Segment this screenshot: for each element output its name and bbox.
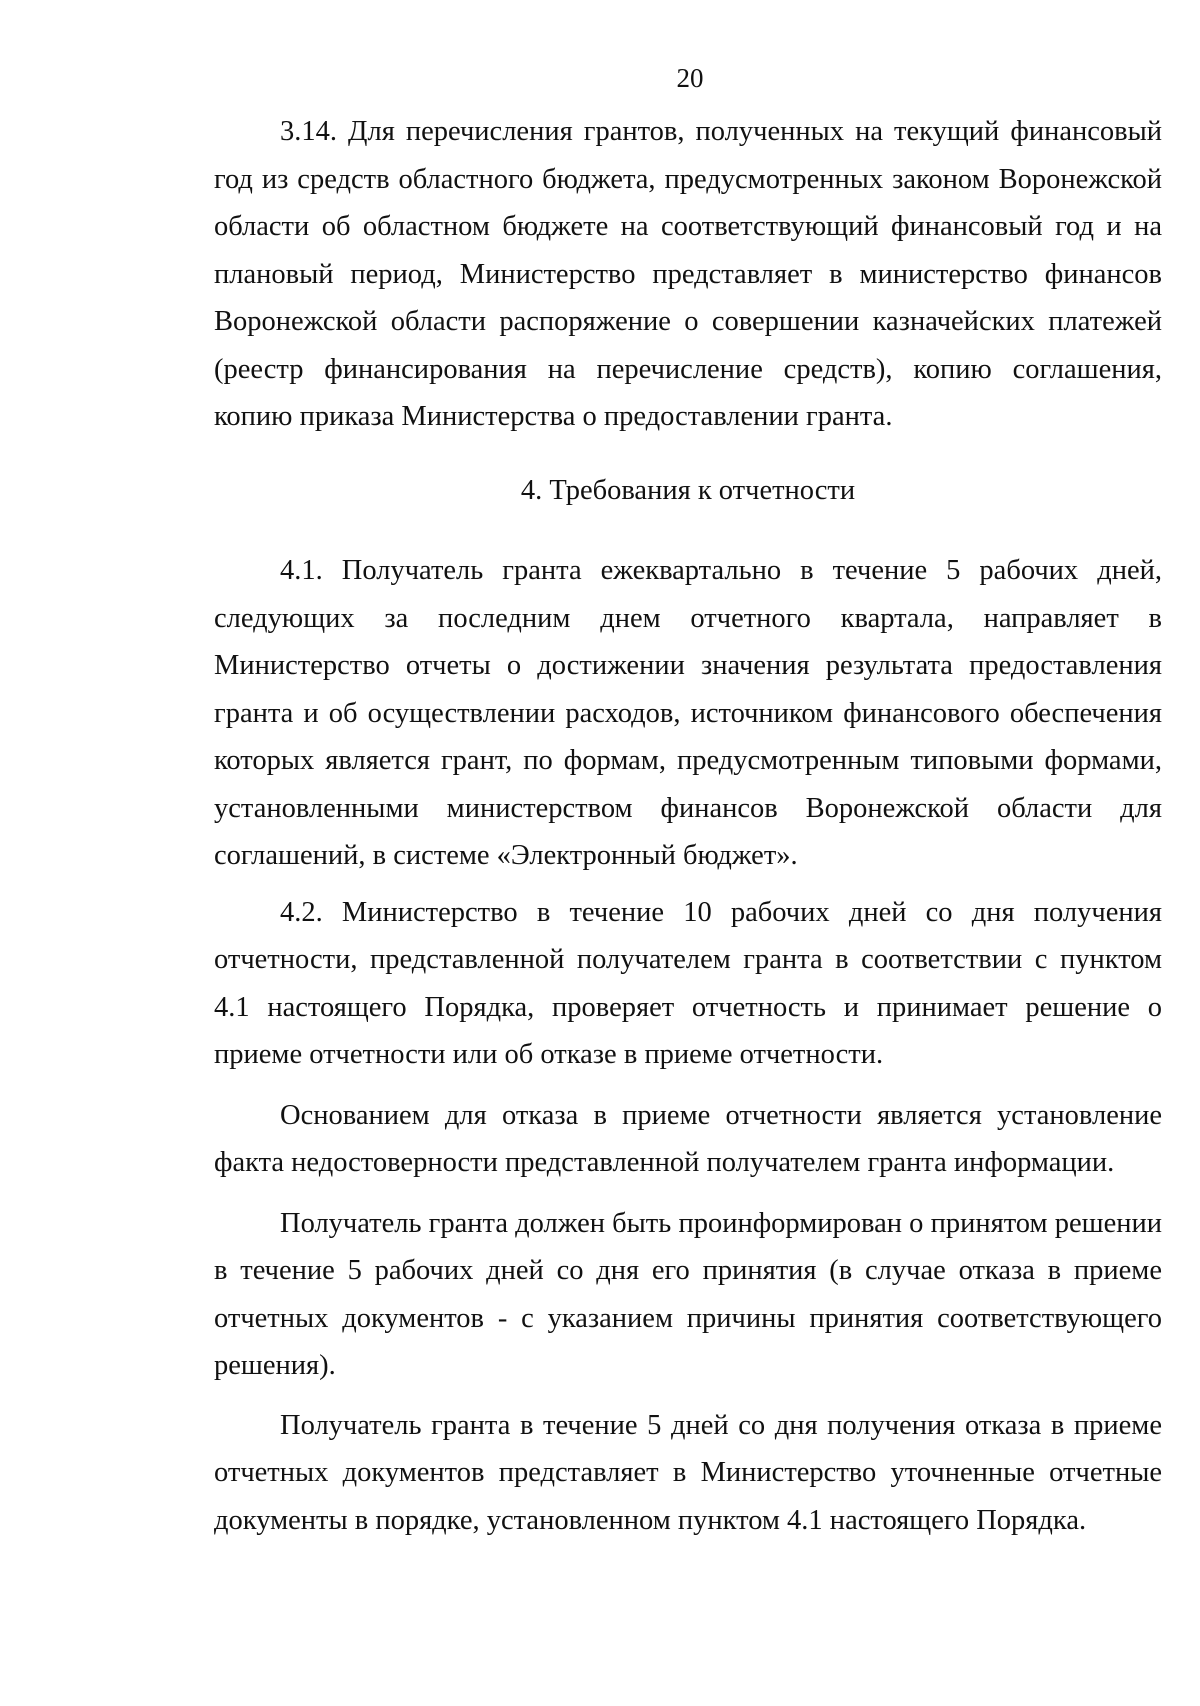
paragraph-4-2: 4.2. Министерство в течение 10 рабочих дней со дня получения отчетности, представленной получателем гранта в соответствии с пунктом 4.1 настоящего Порядка, проверяет отчетность и принимает решение о приеме отчетности или об отказе в приеме отчетности. xyxy=(214,896,1162,1070)
paragraph-resubmission: Получатель гранта в течение 5 дней со дня получения отказа в приеме отчетных документов представляет в Министерство уточненные отчетные документы в порядке, установленном пунктом 4.1 настоящего Порядка. xyxy=(214,1409,1162,1536)
paragraph-4-1: 4.1. Получатель гранта ежеквартально в течение 5 рабочих дней, следующих за последним днем отчетного квартала, направляет в Министерство отчеты о достижении значения результата предоставления гранта и об осуществлении расходов, источником финансового обеспечения которых является грант, по формам, предусмотренным типовыми формами, установленными министерством финансов Воронежской области для соглашений, в системе «Электронный бюджет». xyxy=(214,555,1162,871)
paragraph-refusal-basis: Основанием для отказа в приеме отчетности является установление факта недостоверности представленной получателем гранта информации. xyxy=(214,1099,1162,1178)
section-heading-4: 4. Требования к отчетности xyxy=(520,474,856,506)
page-number: 20 xyxy=(676,63,704,93)
paragraph-3-14: 3.14. Для перечисления грантов, полученных на текущий финансовый год из средств областного бюджета, предусмотренных законом Воронежской области об областном бюджете на соответствующий финансовый год и на плановый период, Министерство представляет в министерство финансов Воронежской области распоряжение о совершении казначейских платежей (реестр финансирования на перечисление средств), копию соглашения, копию приказа Министерства о предоставлении гранта. xyxy=(214,116,1162,432)
paragraph-notification: Получатель гранта должен быть проинформирован о принятом решении в течение 5 рабочих дней со дня его принятия (в случае отказа в приеме отчетных документов - с указанием причины принятия соответствующего решения). xyxy=(214,1207,1162,1381)
document-body xyxy=(214,108,1162,1544)
